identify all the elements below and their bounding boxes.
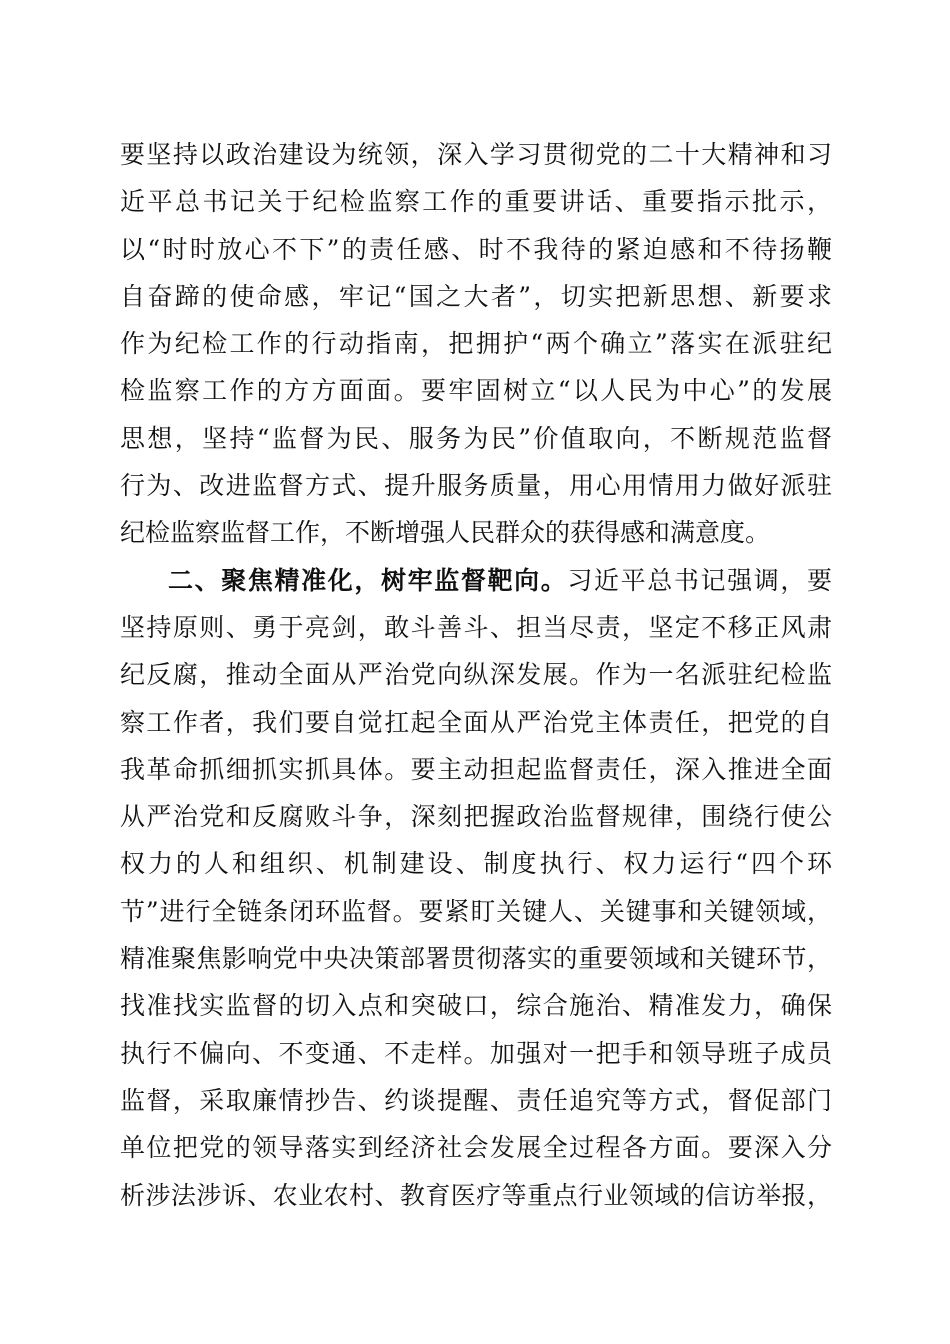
section-heading-line <box>120 557 832 604</box>
heading-line-text: 习近平总书记强调，要 <box>567 565 832 595</box>
text-line: 权力的人和组织、机制建设、制度执行、权力运行“四个环 <box>120 849 832 879</box>
text-line: 要坚持以政治建设为统领，深入学习贯彻党的二十大精神和习 <box>120 140 832 169</box>
text-line: 坚持原则、勇于亮剑，敢斗善斗、担当尽责，坚定不移正风肃 <box>120 612 832 642</box>
text-line: 自奋蹄的使命感，牢记“国之大者”，切实把新思想、新要求 <box>120 281 832 311</box>
text-line: 作为纪检工作的行动指南，把拥护“两个确立”落实在派驻纪 <box>120 329 832 359</box>
text-line: 察工作者，我们要自觉扛起全面从严治党主体责任，把党的自 <box>120 707 832 737</box>
text-line: 我革命抓细抓实抓具体。要主动担起监督责任，深入推进全面 <box>120 754 832 784</box>
text-line: 行为、改进监督方式、提升服务质量，用心用情用力做好派驻 <box>120 471 832 501</box>
paragraph-1 <box>120 131 832 557</box>
document-body <box>120 131 832 1219</box>
text-line: 执行不偏向、不变通、不走样。加强对一把手和领导班子成员 <box>120 1038 832 1068</box>
text-line: 找准找实监督的切入点和突破口，综合施治、精准发力，确保 <box>120 991 832 1021</box>
text-line: 纪反腐，推动全面从严治党向纵深发展。作为一名派驻纪检监 <box>120 660 832 690</box>
text-line: 纪检监察监督工作，不断增强人民群众的获得感和满意度。 <box>120 518 771 548</box>
text-line: 从严治党和反腐败斗争，深刻把握政治监督规律，围绕行使公 <box>120 802 832 832</box>
text-line: 监督，采取廉情抄告、约谈提醒、责任追究等方式，督促部门 <box>120 1085 832 1115</box>
text-line: 近平总书记关于纪检监察工作的重要讲话、重要指示批示， <box>120 187 832 217</box>
text-line: 析涉法涉诉、农业农村、教育医疗等重点行业领域的信访举报， <box>120 1180 832 1210</box>
text-line: 单位把党的领导落实到经济社会发展全过程各方面。要深入分 <box>120 1133 832 1163</box>
text-line: 检监察工作的方方面面。要牢固树立“以人民为中心”的发展 <box>120 376 832 406</box>
paragraph-2 <box>120 557 832 1219</box>
text-line: 思想，坚持“监督为民、服务为民”价值取向，不断规范监督 <box>120 423 832 453</box>
text-line: 节”进行全链条闭环监督。要紧盯关键人、关键事和关键领域， <box>120 896 832 926</box>
section-heading: 二、聚焦精准化，树牢监督靶向。 <box>168 565 568 595</box>
text-line: 以“时时放心不下”的责任感、时不我待的紧迫感和不待扬鞭 <box>120 234 832 264</box>
text-line: 精准聚焦影响党中央决策部署贯彻落实的重要领域和关键环节， <box>120 944 832 974</box>
